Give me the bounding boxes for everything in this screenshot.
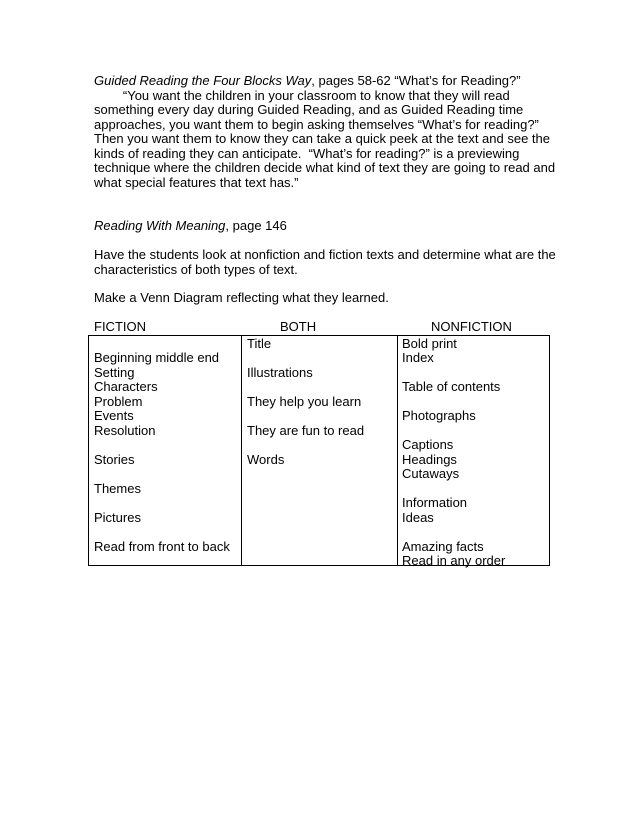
nonfiction-item: Captions [402, 437, 454, 452]
both-item: Illustrations [247, 364, 313, 380]
fiction-item: Problem [94, 393, 143, 409]
paragraph-line: Have the students look at nonfiction and fiction texts and determine what are the [94, 247, 556, 262]
fiction-item: Read from front to back [94, 538, 230, 554]
book-reference: , page 146 [225, 218, 287, 233]
nonfiction-item: Headings [402, 451, 457, 467]
header-fiction: FICTION [94, 319, 146, 334]
paragraph-line: approaches, you want them to begin asking themselves “What’s for reading?” [94, 116, 539, 132]
fiction-item: Resolution [94, 422, 156, 438]
nonfiction-item: Information [402, 495, 468, 510]
nonfiction-column [398, 335, 549, 568]
venn-instruction-text: Make a Venn Diagram reflecting what they learned. [94, 290, 389, 305]
paragraph-line: Then you want them to know they can take a quick peek at the text and see the [94, 131, 551, 146]
both-item: Title [247, 335, 272, 351]
nonfiction-item: Ideas [402, 509, 434, 525]
venn-table [88, 335, 550, 566]
nonfiction-item: Bold print [402, 335, 457, 351]
paragraph-line: something every day during Guided Reading, and as Guided Reading time [94, 102, 524, 117]
paragraph-line: “You want the children in your classroom to know that they will read [94, 87, 510, 103]
header-nonfiction: NONFICTION [431, 319, 512, 334]
both-item: They are fun to read [247, 422, 365, 438]
fiction-item: Pictures [94, 509, 141, 525]
instruction-paragraph [94, 248, 554, 277]
book-title: Guided Reading the Four Blocks Way [94, 73, 312, 88]
nonfiction-item: Photographs [402, 408, 476, 423]
nonfiction-item: Index [402, 350, 434, 365]
nonfiction-item: Amazing facts [402, 538, 484, 554]
section-reading-with-meaning [94, 219, 554, 234]
section-title [94, 219, 554, 234]
fiction-item: Stories [94, 451, 135, 467]
nonfiction-item: Table of contents [402, 379, 501, 394]
nonfiction-item: Cutaways [402, 466, 460, 481]
both-item: They help you learn [247, 393, 362, 409]
quote-paragraph [94, 89, 554, 191]
fiction-item: Setting [94, 364, 135, 380]
venn-column-headers [88, 320, 550, 335]
section-guided-reading [94, 74, 554, 190]
fiction-column [89, 336, 242, 565]
fiction-item: Beginning middle end [94, 350, 220, 365]
section-title [94, 74, 554, 89]
both-item: Words [247, 451, 285, 467]
fiction-item: Themes [94, 480, 141, 496]
paragraph-line: technique where the children decide what kind of text they are going to read and [94, 160, 556, 175]
venn-instruction [94, 291, 554, 306]
nonfiction-item: Read in any order [402, 553, 506, 568]
paragraph-line: kinds of reading they can anticipate. “What’s for reading?” is a previewing [94, 145, 520, 161]
fiction-item: Characters [94, 379, 158, 394]
book-title: Reading With Meaning [94, 218, 226, 233]
book-reference: , pages 58-62 “What’s for Reading?” [311, 73, 521, 88]
header-both: BOTH [280, 319, 317, 334]
fiction-item: Events [94, 408, 134, 423]
paragraph-line: characteristics of both types of text. [94, 261, 298, 277]
both-column [242, 336, 398, 565]
paragraph-line: what special features that text has.” [94, 174, 299, 190]
